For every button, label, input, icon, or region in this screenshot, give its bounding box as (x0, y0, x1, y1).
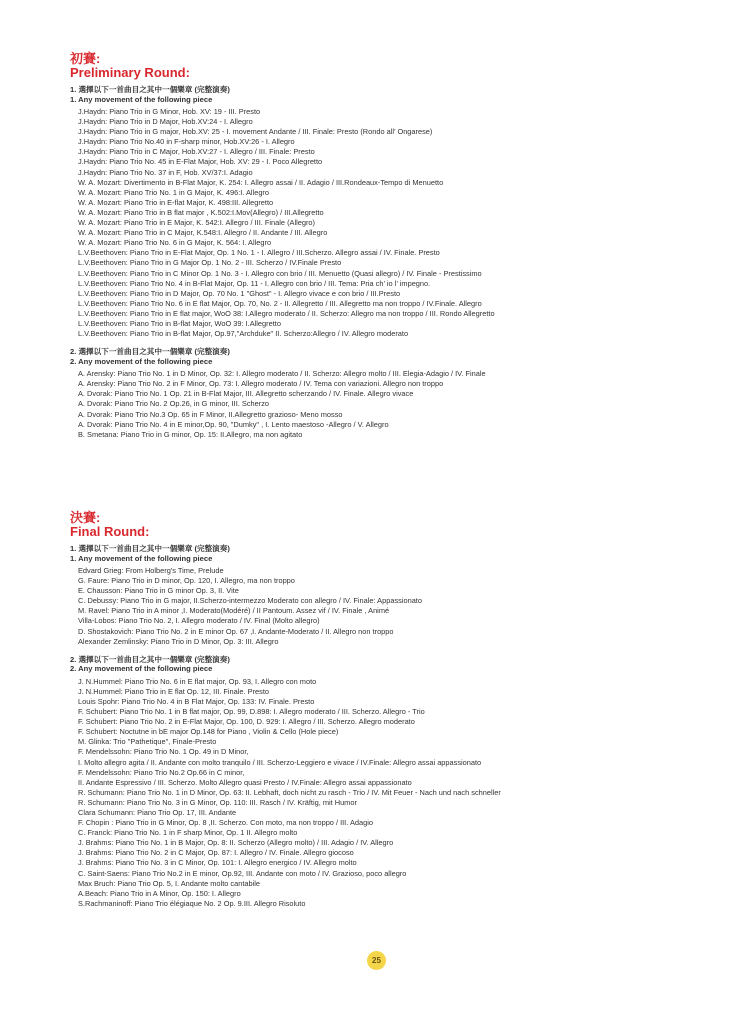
final-title-zh: 決賽: (70, 510, 101, 525)
piece-item: J.Haydn: Piano Trio No. 37 in F, Hob. XV/37:I. Adagio (78, 167, 253, 177)
piece-item: A. Arensky: Piano Trio No. 2 in F Minor, Op. 73: I. Allegro moderato / IV. Tema con variazioni. Allegro non troppo (78, 379, 444, 389)
preliminary-title-en: Preliminary Round: (70, 65, 190, 80)
piece-item: F. Schubert: Noctutne in bE major Op.148 for Piano , Violin & Cello (Hole piece) (78, 727, 339, 737)
piece-item: F. Schubert: Piano Trio No. 2 in E-Flat Major, Op. 100, D. 929: I. Allegro / III. Scherzo. Allegro moderato (78, 717, 415, 727)
piece-item: C. Saint-Saens: Piano Trio No.2 in E minor, Op.92, III. Andante con moto / IV. Grazioso, poco allegro (78, 868, 407, 878)
instruction-en: 1. Any movement of the following piece (70, 94, 213, 104)
piece-list (70, 566, 730, 647)
preliminary-title-zh: 初賽: (70, 51, 101, 66)
piece-item: G. Faure: Piano Trio in D minor, Op. 120, I. Allegro, ma non troppo (78, 576, 295, 586)
instruction-zh: 1. 選擇以下一首曲目之其中一個樂章 (完整演奏) (70, 85, 230, 94)
piece-item: A. Dvorak: Piano Trio No. 4 in E minor,Op. 90, "Dumky" , I. Lento maestoso -Allegro / V. Allegro (78, 419, 389, 429)
piece-item: Clara Schumann: Piano Trio Op. 17, III. Andante (78, 807, 237, 817)
instruction-en: 2. Any movement of the following piece (70, 356, 213, 366)
piece-item: J. N.Hummel: Piano Trio No. 6 in E flat major, Op. 93, I. Allegro con moto (78, 676, 317, 686)
piece-item: J.Haydn: Piano Trio No.40 in F-sharp minor, Hob.XV:26 - I. Allegro (78, 137, 295, 147)
piece-item: F. Schubert: Piano Trio No. 1 in B flat major, Op. 99, D.898: I. Allegro moderato / III. Scherzo. Allegro - Trio (78, 707, 425, 717)
page-number-badge: 25 (367, 951, 386, 970)
piece-group (70, 544, 730, 647)
piece-item: M. Glinka: Trio "Pathetique", Finale-Presto (78, 737, 217, 747)
piece-item: C. Franck: Piano Trio No. 1 in F sharp Minor, Op. 1 II. Allegro molto (78, 828, 298, 838)
piece-item: II. Andante Espressivo / III. Scherzo. Molto Allegro quasi Presto / IV.Finale: Allegro assai appassionato (78, 777, 412, 787)
preliminary-round-section (70, 52, 730, 440)
piece-item: A.Beach: Piano Trio in A Minor, Op. 150: I. Allegro (78, 888, 241, 898)
piece-item: Edvard Grieg: From Holberg's Time, Prelude (78, 566, 224, 575)
piece-item: R. Schumann: Piano Trio No. 3 in G Minor, Op. 110: III. Rasch / IV. Kräftig, mit Humor (78, 797, 357, 807)
piece-item: J.Haydn: Piano Trio in G major, Hob.XV: 25 - I. movement Andante / III. Finale: Presto (Rondo all’ Ongarese) (78, 127, 433, 137)
piece-item: I. Molto allegro agita / II. Andante con molto tranquilo / III. Scherzo-Leggiero e vivace / IV.Finale: Allegro assai appassionato (78, 757, 482, 767)
piece-item: M. Ravel: Piano Trio in A minor ,I. Moderato(Modéré) / II Pantoum. Assez vif / IV. Finale , Animé (78, 606, 390, 616)
final-round-section (70, 511, 730, 909)
instruction-zh: 2. 選擇以下一首曲目之其中一個樂章 (完整演奏) (70, 654, 230, 664)
piece-item: L.V.Beethoven: Piano Trio in D Major, Op. 70 No. 1 "Ghost" - I. Allegro vivace e con brio / III.Presto (78, 288, 401, 298)
final-title-en: Final Round: (70, 524, 150, 539)
piece-item: W. A. Mozart: Piano Trio in E-flat Major, K. 498:III. Allegretto (78, 197, 274, 207)
piece-item: J. Brahms: Piano Trio No. 2 in C Major, Op. 87: I. Allegro / IV. Finale. Allegro giocoso (78, 848, 354, 858)
piece-item: J.Haydn: Piano Trio in D Major, Hob.XV:24 - I. Allegro (78, 117, 253, 127)
piece-item: F. Chopin : Piano Trio in G Minor, Op. 8 ,II. Scherzo. Con moto, ma non troppo / III. Adagio (78, 818, 373, 828)
piece-item: L.V.Beethoven: Piano Trio in B-flat Major, WoO 39: I.Allegretto (78, 318, 281, 328)
piece-item: Villa-Lobos: Piano Trio No. 2, I. Allegro moderato / IV. Final (Molto allegro) (78, 616, 320, 626)
piece-item: L.V.Beethoven: Piano Trio in E-Flat Major, Op. 1 No. 1 - I. Allegro / III.Scherzo. Allegro assai / IV. Finale. Presto (78, 248, 440, 258)
piece-item: J.Haydn: Piano Trio in G Minor, Hob. XV: 19 - III. Presto (78, 107, 261, 116)
piece-list (70, 369, 730, 440)
final-groups (70, 544, 730, 909)
piece-item: C. Debussy: Piano Trio in G major, II.Scherzo-intermezzo Moderato con allegro / IV. Finale: Appassionato (78, 596, 422, 606)
instruction-en: 1. Any movement of the following piece (70, 553, 213, 563)
piece-item: J.Haydn: Piano Trio in C Major, Hob.XV:27 - I. Allegro / III. Finale: Presto (78, 147, 315, 157)
piece-item: J. N.Hummel: Piano Trio in E flat Op. 12, III. Finale. Presto (78, 686, 269, 696)
instruction-zh: 1. 選擇以下一首曲目之其中一個樂章 (完整演奏) (70, 544, 230, 553)
piece-item: A. Arensky: Piano Trio No. 1 in D Minor, Op. 32: I. Allegro moderato / II. Scherzo: Allegro molto / III. Elegia-Adagio / IV. Finale (78, 369, 486, 379)
piece-item: L.V.Beethoven: Piano Trio No. 4 in B-Flat Major, Op. 11 - I. Allegro con brio / III. Tema: Pria ch’ io l’ impegno. (78, 278, 431, 288)
instruction-en: 2. Any movement of the following piece (70, 664, 213, 674)
piece-item: J.Haydn: Piano Trio No. 45 in E-Flat Major, Hob. XV: 29 - I. Poco Allegretto (78, 157, 323, 167)
piece-item: L.V.Beethoven: Piano Trio in B-flat Major, Op.97,"Archduke" II. Scherzo:Allegro / IV. Allegro moderato (78, 329, 409, 339)
piece-item: E. Chausson: Piano Trio in G minor Op. 3, II. Vite (78, 586, 239, 596)
piece-item: D. Shostakovich: Piano Trio No. 2 in E minor Op. 67 ,I. Andante-Moderato / II. Allegro non troppo (78, 626, 394, 636)
piece-item: A. Dvorak: Piano Trio No.3 Op. 65 in F Minor, II.Allegretto grazioso- Meno mosso (78, 409, 343, 419)
piece-item: B. Smetana: Piano Trio in G minor, Op. 15: II.Allegro, ma non agitato (78, 429, 303, 439)
piece-list (70, 107, 730, 339)
piece-item: W. A. Mozart: Piano Trio No. 6 in G Major, K. 564: I. Allegro (78, 238, 272, 248)
piece-item: L.V.Beethoven: Piano Trio No. 6 in E flat Major, Op. 70, No. 2 - II. Allegretto / III. Allegretto ma non troppo / IV.Finale. Allegro (78, 298, 482, 308)
piece-list (70, 677, 730, 909)
piece-group (70, 347, 730, 440)
piece-item: Louis Spohr: Piano Trio No. 4 in B Flat Major, Op. 133: IV. Finale. Presto (78, 696, 315, 706)
instruction-zh: 2. 選擇以下一首曲目之其中一個樂章 (完整演奏) (70, 347, 230, 357)
piece-item: L.V.Beethoven: Piano Trio in E flat major, WoO 38: I.Allegro moderato / II. Scherzo: Allegro ma non troppo / III. Rondo Allegretto (78, 308, 495, 318)
piece-item: Max Bruch: Piano Trio Op. 5, I. Andante molto cantabile (78, 878, 260, 888)
piece-item: J. Brahms: Piano Trio No. 3 in C Minor, Op. 101: I. Allegro energico / IV. Allegro molto (78, 858, 357, 868)
preliminary-groups (70, 85, 730, 440)
piece-item: Alexander Zemlinsky: Piano Trio in D Minor, Op. 3: III. Allegro (78, 636, 279, 646)
piece-item: R. Schumann: Piano Trio No. 1 in D Minor, Op. 63: II. Lebhaft, doch nicht zu rasch - Trio / IV. Mit Feuer - Nach und nach schneller (78, 787, 501, 797)
piece-item: W. A. Mozart: Piano Trio in B flat major , K.502:I.Mov(Allegro) / III.Allegretto (78, 207, 324, 217)
piece-item: W. A. Mozart: Piano Trio in C Major, K.548:I. Allegro / II. Andante / III. Allegro (78, 228, 328, 238)
piece-item: W. A. Mozart: Piano Trio in E Major, K. 542:I. Allegro / III. Finale (Allegro) (78, 218, 316, 228)
piece-item: A. Dvorak: Piano Trio No. 2 Op.26, in G minor, III. Scherzo (78, 399, 270, 409)
piece-item: F. Mendelssohn: Piano Trio No. 1 Op. 49 in D Minor, (78, 747, 249, 757)
piece-item: L.V.Beethoven: Piano Trio in G Major Op. 1 No. 2 - III. Scherzo / IV.Finale Presto (78, 258, 342, 268)
piece-group (70, 85, 730, 339)
piece-item: A. Dvorak: Piano Trio No. 1 Op. 21 in B-Flat Major, III. Allegretto scherzando / IV. Finale. Allegro vivace (78, 389, 414, 399)
piece-item: S.Rachmaninoff: Piano Trio élégiaque No. 2 Op. 9.III. Allegro Risoluto (78, 898, 306, 908)
piece-item: W. A. Mozart: Divertimento in B-Flat Major, K. 254: I. Allegro assai / II. Adagio / III.Rondeaux-Tempo di Menuetto (78, 177, 444, 187)
piece-item: W. A. Mozart: Piano Trio No. 1 in G Major, K. 496:I. Allegro (78, 187, 270, 197)
piece-item: L.V.Beethoven: Piano Trio in C Minor Op. 1 No. 3 - I. Allegro con brio / III. Menuetto (Quasi allegro) / IV. Finale - Prestissimo (78, 268, 482, 278)
piece-item: J. Brahms: Piano Trio No. 1 in B Major, Op. 8: II. Scherzo (Allegro molto) / III. Adagio / IV. Allegro (78, 838, 394, 848)
piece-group (70, 655, 730, 909)
piece-item: F. Mendelssohn: Piano Trio No.2 Op.66 in C minor, (78, 767, 245, 777)
